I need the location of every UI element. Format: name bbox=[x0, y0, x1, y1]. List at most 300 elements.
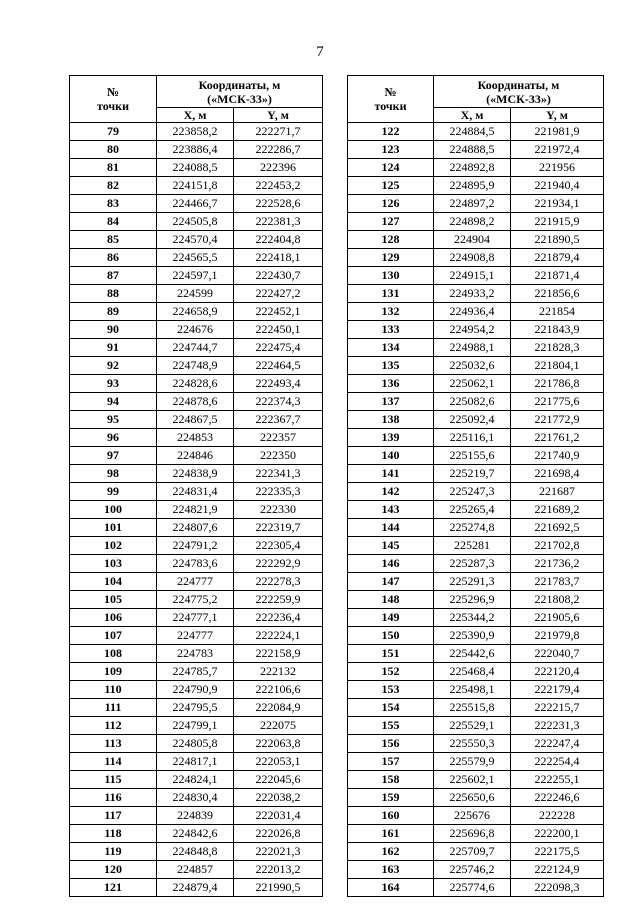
table-row bbox=[70, 375, 323, 393]
x-coordinate-cell: 224828,6 bbox=[157, 375, 234, 393]
y-coordinate-cell: 221934,1 bbox=[511, 195, 604, 213]
point-number-cell: 154 bbox=[348, 699, 434, 717]
table-row bbox=[70, 753, 323, 771]
table-row bbox=[70, 501, 323, 519]
x-coordinate-cell: 225602,1 bbox=[434, 771, 511, 789]
table-row bbox=[348, 537, 604, 555]
x-coordinate-cell: 224915,1 bbox=[434, 267, 511, 285]
point-number-cell: 123 bbox=[348, 141, 434, 159]
table-row bbox=[70, 717, 323, 735]
point-number-cell: 147 bbox=[348, 573, 434, 591]
x-coordinate-cell: 224791,2 bbox=[157, 537, 234, 555]
y-coordinate-cell: 222341,3 bbox=[234, 465, 323, 483]
y-coordinate-cell: 221854 bbox=[511, 303, 604, 321]
y-coordinate-cell: 221783,7 bbox=[511, 573, 604, 591]
y-coordinate-cell: 221698,4 bbox=[511, 465, 604, 483]
table-row bbox=[348, 591, 604, 609]
x-coordinate-cell: 224783 bbox=[157, 645, 234, 663]
x-coordinate-cell: 224777 bbox=[157, 573, 234, 591]
x-coordinate-cell: 225296,9 bbox=[434, 591, 511, 609]
point-number-cell: 155 bbox=[348, 717, 434, 735]
x-coordinate-cell: 225774,6 bbox=[434, 879, 511, 897]
point-number-cell: 97 bbox=[70, 447, 157, 465]
x-coordinate-cell: 224848,8 bbox=[157, 843, 234, 861]
point-number-cell: 142 bbox=[348, 483, 434, 501]
x-coordinate-cell: 224088,5 bbox=[157, 159, 234, 177]
y-coordinate-cell: 222255,1 bbox=[511, 771, 604, 789]
table-row bbox=[348, 429, 604, 447]
table-row bbox=[348, 789, 604, 807]
x-coordinate-cell: 224857 bbox=[157, 861, 234, 879]
x-coordinate-cell: 224839 bbox=[157, 807, 234, 825]
point-number-cell: 121 bbox=[70, 879, 157, 897]
y-coordinate-cell: 222021,3 bbox=[234, 843, 323, 861]
y-coordinate-cell: 222404,8 bbox=[234, 231, 323, 249]
y-coordinate-cell: 222452,1 bbox=[234, 303, 323, 321]
y-coordinate-cell: 222254,4 bbox=[511, 753, 604, 771]
point-number-cell: 117 bbox=[70, 807, 157, 825]
table-row bbox=[70, 303, 323, 321]
y-coordinate-cell: 221775,6 bbox=[511, 393, 604, 411]
point-number-cell: 131 bbox=[348, 285, 434, 303]
x-coordinate-cell: 225696,8 bbox=[434, 825, 511, 843]
table-row bbox=[348, 825, 604, 843]
table-row bbox=[70, 681, 323, 699]
y-coordinate-cell: 222319,7 bbox=[234, 519, 323, 537]
x-coordinate-cell: 224777,1 bbox=[157, 609, 234, 627]
y-coordinate-cell: 222493,4 bbox=[234, 375, 323, 393]
x-coordinate-cell: 224505,8 bbox=[157, 213, 234, 231]
y-coordinate-cell: 222381,3 bbox=[234, 213, 323, 231]
x-coordinate-cell: 224853 bbox=[157, 429, 234, 447]
x-coordinate-cell: 224904 bbox=[434, 231, 511, 249]
point-number-cell: 79 bbox=[70, 123, 157, 141]
table-row bbox=[70, 861, 323, 879]
table-row bbox=[348, 249, 604, 267]
table-row bbox=[70, 645, 323, 663]
y-coordinate-cell: 222305,4 bbox=[234, 537, 323, 555]
point-number-cell: 107 bbox=[70, 627, 157, 645]
x-coordinate-cell: 224830,4 bbox=[157, 789, 234, 807]
table-row bbox=[348, 141, 604, 159]
point-number-cell: 157 bbox=[348, 753, 434, 771]
point-number-cell: 120 bbox=[70, 861, 157, 879]
point-number-cell: 113 bbox=[70, 735, 157, 753]
table-row bbox=[348, 717, 604, 735]
y-coordinate-cell: 221772,9 bbox=[511, 411, 604, 429]
table-row bbox=[70, 663, 323, 681]
x-coordinate-cell: 225281 bbox=[434, 537, 511, 555]
coordinates-header: Координаты, м («МСК-33») bbox=[434, 76, 604, 108]
point-number-cell: 85 bbox=[70, 231, 157, 249]
table-row bbox=[70, 879, 323, 897]
table-row bbox=[70, 807, 323, 825]
table-row bbox=[70, 789, 323, 807]
table-row bbox=[348, 879, 604, 897]
y-coordinate-cell: 222357 bbox=[234, 429, 323, 447]
y-coordinate-cell: 222038,2 bbox=[234, 789, 323, 807]
point-number-cell: 162 bbox=[348, 843, 434, 861]
y-coordinate-cell: 221828,3 bbox=[511, 339, 604, 357]
y-coordinate-cell: 221940,4 bbox=[511, 177, 604, 195]
table-row bbox=[348, 843, 604, 861]
table-row bbox=[348, 177, 604, 195]
y-coordinate-cell: 222084,9 bbox=[234, 699, 323, 717]
y-coordinate-cell: 222271,7 bbox=[234, 123, 323, 141]
point-number-cell: 158 bbox=[348, 771, 434, 789]
x-coordinate-cell: 224658,9 bbox=[157, 303, 234, 321]
point-number-cell: 102 bbox=[70, 537, 157, 555]
table-row bbox=[348, 501, 604, 519]
point-number-cell: 104 bbox=[70, 573, 157, 591]
table-row bbox=[348, 573, 604, 591]
table-row bbox=[348, 519, 604, 537]
point-number-cell: 127 bbox=[348, 213, 434, 231]
y-coordinate-cell: 221981,9 bbox=[511, 123, 604, 141]
table-row bbox=[348, 285, 604, 303]
y-coordinate-cell: 222053,1 bbox=[234, 753, 323, 771]
y-coordinate-cell: 222031,4 bbox=[234, 807, 323, 825]
x-coordinate-cell: 224790,9 bbox=[157, 681, 234, 699]
table-row bbox=[348, 609, 604, 627]
table-row bbox=[70, 735, 323, 753]
point-number-cell: 143 bbox=[348, 501, 434, 519]
table-row bbox=[348, 267, 604, 285]
point-number-header: № точки bbox=[348, 76, 434, 123]
point-number-cell: 122 bbox=[348, 123, 434, 141]
x-header: X, м bbox=[434, 108, 511, 123]
y-coordinate-cell: 222259,9 bbox=[234, 591, 323, 609]
x-coordinate-cell: 224817,1 bbox=[157, 753, 234, 771]
x-coordinate-cell: 225062,1 bbox=[434, 375, 511, 393]
x-coordinate-cell: 225082,6 bbox=[434, 393, 511, 411]
point-number-cell: 83 bbox=[70, 195, 157, 213]
table-row bbox=[70, 357, 323, 375]
y-coordinate-cell: 222396 bbox=[234, 159, 323, 177]
header-row bbox=[70, 76, 323, 108]
y-coordinate-cell: 222464,5 bbox=[234, 357, 323, 375]
y-coordinate-cell: 222453,2 bbox=[234, 177, 323, 195]
point-number-cell: 128 bbox=[348, 231, 434, 249]
point-number-cell: 118 bbox=[70, 825, 157, 843]
x-coordinate-cell: 225291,3 bbox=[434, 573, 511, 591]
y-coordinate-cell: 222013,2 bbox=[234, 861, 323, 879]
point-number-cell: 153 bbox=[348, 681, 434, 699]
table-row bbox=[348, 159, 604, 177]
y-coordinate-cell: 222200,1 bbox=[511, 825, 604, 843]
table-row bbox=[70, 195, 323, 213]
y-coordinate-cell: 222247,4 bbox=[511, 735, 604, 753]
table-row bbox=[348, 123, 604, 141]
point-number-cell: 116 bbox=[70, 789, 157, 807]
point-number-cell: 138 bbox=[348, 411, 434, 429]
y-coordinate-cell: 221972,4 bbox=[511, 141, 604, 159]
x-coordinate-cell: 224842,6 bbox=[157, 825, 234, 843]
point-number-cell: 137 bbox=[348, 393, 434, 411]
y-coordinate-cell: 221905,6 bbox=[511, 609, 604, 627]
table-row bbox=[348, 231, 604, 249]
x-coordinate-cell: 224824,1 bbox=[157, 771, 234, 789]
x-coordinate-cell: 224831,4 bbox=[157, 483, 234, 501]
x-coordinate-cell: 225265,4 bbox=[434, 501, 511, 519]
table-row bbox=[348, 861, 604, 879]
x-coordinate-cell: 225442,6 bbox=[434, 645, 511, 663]
y-coordinate-cell: 222278,3 bbox=[234, 573, 323, 591]
point-number-cell: 149 bbox=[348, 609, 434, 627]
x-coordinate-cell: 225650,6 bbox=[434, 789, 511, 807]
y-coordinate-cell: 221990,5 bbox=[234, 879, 323, 897]
table-row bbox=[70, 267, 323, 285]
x-coordinate-cell: 224898,2 bbox=[434, 213, 511, 231]
point-number-cell: 98 bbox=[70, 465, 157, 483]
x-coordinate-cell: 225515,8 bbox=[434, 699, 511, 717]
x-coordinate-cell: 224775,2 bbox=[157, 591, 234, 609]
table-row bbox=[70, 627, 323, 645]
table-row bbox=[70, 321, 323, 339]
point-number-cell: 135 bbox=[348, 357, 434, 375]
y-coordinate-cell: 222528,6 bbox=[234, 195, 323, 213]
x-coordinate-cell: 224466,7 bbox=[157, 195, 234, 213]
coordinates-table-left bbox=[69, 75, 323, 897]
x-coordinate-cell: 224570,4 bbox=[157, 231, 234, 249]
point-number-cell: 146 bbox=[348, 555, 434, 573]
y-coordinate-cell: 222418,1 bbox=[234, 249, 323, 267]
y-coordinate-cell: 222045,6 bbox=[234, 771, 323, 789]
y-coordinate-cell: 221856,6 bbox=[511, 285, 604, 303]
point-number-cell: 115 bbox=[70, 771, 157, 789]
y-coordinate-cell: 221879,4 bbox=[511, 249, 604, 267]
x-coordinate-cell: 224744,7 bbox=[157, 339, 234, 357]
x-coordinate-cell: 224879,4 bbox=[157, 879, 234, 897]
point-number-cell: 163 bbox=[348, 861, 434, 879]
table-row bbox=[348, 375, 604, 393]
point-number-cell: 136 bbox=[348, 375, 434, 393]
table-row bbox=[348, 465, 604, 483]
point-number-cell: 148 bbox=[348, 591, 434, 609]
x-coordinate-cell: 224884,5 bbox=[434, 123, 511, 141]
x-header: X, м bbox=[157, 108, 234, 123]
point-number-cell: 144 bbox=[348, 519, 434, 537]
y-coordinate-cell: 222132 bbox=[234, 663, 323, 681]
point-number-cell: 114 bbox=[70, 753, 157, 771]
x-coordinate-cell: 225032,6 bbox=[434, 357, 511, 375]
y-coordinate-cell: 221702,8 bbox=[511, 537, 604, 555]
point-number-cell: 90 bbox=[70, 321, 157, 339]
table-row bbox=[348, 483, 604, 501]
x-coordinate-cell: 225287,3 bbox=[434, 555, 511, 573]
x-coordinate-cell: 224933,2 bbox=[434, 285, 511, 303]
x-coordinate-cell: 224838,9 bbox=[157, 465, 234, 483]
point-number-cell: 87 bbox=[70, 267, 157, 285]
y-coordinate-cell: 221915,9 bbox=[511, 213, 604, 231]
x-coordinate-cell: 224867,5 bbox=[157, 411, 234, 429]
y-coordinate-cell: 222098,3 bbox=[511, 879, 604, 897]
x-coordinate-cell: 224908,8 bbox=[434, 249, 511, 267]
point-number-cell: 145 bbox=[348, 537, 434, 555]
table-row bbox=[70, 249, 323, 267]
table-row bbox=[70, 123, 323, 141]
point-number-cell: 124 bbox=[348, 159, 434, 177]
x-coordinate-cell: 225219,7 bbox=[434, 465, 511, 483]
y-coordinate-cell: 222246,6 bbox=[511, 789, 604, 807]
point-number-cell: 150 bbox=[348, 627, 434, 645]
y-coordinate-cell: 222335,3 bbox=[234, 483, 323, 501]
x-coordinate-cell: 224895,9 bbox=[434, 177, 511, 195]
table-row bbox=[70, 393, 323, 411]
table-row bbox=[70, 591, 323, 609]
x-coordinate-cell: 224888,5 bbox=[434, 141, 511, 159]
point-number-cell: 140 bbox=[348, 447, 434, 465]
y-coordinate-cell: 222286,7 bbox=[234, 141, 323, 159]
table-row bbox=[348, 321, 604, 339]
point-number-cell: 106 bbox=[70, 609, 157, 627]
x-coordinate-cell: 224777 bbox=[157, 627, 234, 645]
y-coordinate-cell: 221843,9 bbox=[511, 321, 604, 339]
table-row bbox=[70, 537, 323, 555]
table-row bbox=[70, 177, 323, 195]
header-row bbox=[348, 76, 604, 108]
x-coordinate-cell: 224878,6 bbox=[157, 393, 234, 411]
point-number-cell: 99 bbox=[70, 483, 157, 501]
coordinates-table-right bbox=[347, 75, 604, 897]
point-number-cell: 101 bbox=[70, 519, 157, 537]
y-coordinate-cell: 222367,7 bbox=[234, 411, 323, 429]
y-coordinate-cell: 222040,7 bbox=[511, 645, 604, 663]
y-coordinate-cell: 222175,5 bbox=[511, 843, 604, 861]
table-row bbox=[70, 825, 323, 843]
x-coordinate-cell: 225092,4 bbox=[434, 411, 511, 429]
y-coordinate-cell: 221692,5 bbox=[511, 519, 604, 537]
table-row bbox=[70, 411, 323, 429]
point-number-cell: 103 bbox=[70, 555, 157, 573]
y-coordinate-cell: 221871,4 bbox=[511, 267, 604, 285]
y-coordinate-cell: 221804,1 bbox=[511, 357, 604, 375]
table-row bbox=[70, 519, 323, 537]
point-number-cell: 161 bbox=[348, 825, 434, 843]
table-row bbox=[70, 609, 323, 627]
y-coordinate-cell: 222350 bbox=[234, 447, 323, 465]
table-row bbox=[70, 429, 323, 447]
y-coordinate-cell: 222374,3 bbox=[234, 393, 323, 411]
x-coordinate-cell: 224821,9 bbox=[157, 501, 234, 519]
x-coordinate-cell: 224795,5 bbox=[157, 699, 234, 717]
table-row bbox=[70, 141, 323, 159]
y-coordinate-cell: 222231,3 bbox=[511, 717, 604, 735]
point-number-cell: 94 bbox=[70, 393, 157, 411]
x-coordinate-cell: 225746,2 bbox=[434, 861, 511, 879]
y-coordinate-cell: 222124,9 bbox=[511, 861, 604, 879]
y-header: Y, м bbox=[234, 108, 323, 123]
point-number-cell: 95 bbox=[70, 411, 157, 429]
y-coordinate-cell: 222106,6 bbox=[234, 681, 323, 699]
table-row bbox=[348, 213, 604, 231]
point-number-cell: 108 bbox=[70, 645, 157, 663]
x-coordinate-cell: 224151,8 bbox=[157, 177, 234, 195]
x-coordinate-cell: 225116,1 bbox=[434, 429, 511, 447]
point-number-cell: 109 bbox=[70, 663, 157, 681]
table-row bbox=[348, 357, 604, 375]
y-coordinate-cell: 222224,1 bbox=[234, 627, 323, 645]
y-coordinate-cell: 222427,2 bbox=[234, 285, 323, 303]
table-row bbox=[348, 555, 604, 573]
y-coordinate-cell: 221890,5 bbox=[511, 231, 604, 249]
point-number-cell: 86 bbox=[70, 249, 157, 267]
x-coordinate-cell: 225155,6 bbox=[434, 447, 511, 465]
table-row bbox=[348, 393, 604, 411]
point-number-cell: 129 bbox=[348, 249, 434, 267]
x-coordinate-cell: 224805,8 bbox=[157, 735, 234, 753]
y-coordinate-cell: 222236,4 bbox=[234, 609, 323, 627]
x-coordinate-cell: 223858,2 bbox=[157, 123, 234, 141]
point-number-cell: 96 bbox=[70, 429, 157, 447]
table-row bbox=[348, 735, 604, 753]
table-row bbox=[348, 771, 604, 789]
y-coordinate-cell: 221979,8 bbox=[511, 627, 604, 645]
y-coordinate-cell: 222120,4 bbox=[511, 663, 604, 681]
table-row bbox=[70, 771, 323, 789]
x-coordinate-cell: 225579,9 bbox=[434, 753, 511, 771]
point-number-cell: 110 bbox=[70, 681, 157, 699]
x-coordinate-cell: 225498,1 bbox=[434, 681, 511, 699]
x-coordinate-cell: 223886,4 bbox=[157, 141, 234, 159]
table-row bbox=[70, 483, 323, 501]
x-coordinate-cell: 225676 bbox=[434, 807, 511, 825]
x-coordinate-cell: 224799,1 bbox=[157, 717, 234, 735]
point-number-cell: 89 bbox=[70, 303, 157, 321]
point-number-cell: 160 bbox=[348, 807, 434, 825]
table-row bbox=[70, 699, 323, 717]
table-row bbox=[348, 753, 604, 771]
y-coordinate-cell: 221761,2 bbox=[511, 429, 604, 447]
x-coordinate-cell: 224988,1 bbox=[434, 339, 511, 357]
y-coordinate-cell: 221687 bbox=[511, 483, 604, 501]
table-row bbox=[348, 807, 604, 825]
table-row bbox=[348, 411, 604, 429]
table-row bbox=[70, 285, 323, 303]
x-coordinate-cell: 224846 bbox=[157, 447, 234, 465]
x-coordinate-cell: 225468,4 bbox=[434, 663, 511, 681]
point-number-cell: 134 bbox=[348, 339, 434, 357]
point-number-cell: 125 bbox=[348, 177, 434, 195]
table-row bbox=[348, 699, 604, 717]
x-coordinate-cell: 224676 bbox=[157, 321, 234, 339]
x-coordinate-cell: 224807,6 bbox=[157, 519, 234, 537]
x-coordinate-cell: 224597,1 bbox=[157, 267, 234, 285]
point-number-cell: 133 bbox=[348, 321, 434, 339]
point-number-cell: 91 bbox=[70, 339, 157, 357]
point-number-cell: 93 bbox=[70, 375, 157, 393]
table-row bbox=[70, 339, 323, 357]
x-coordinate-cell: 224748,9 bbox=[157, 357, 234, 375]
x-coordinate-cell: 225709,7 bbox=[434, 843, 511, 861]
x-coordinate-cell: 224565,5 bbox=[157, 249, 234, 267]
x-coordinate-cell: 224783,6 bbox=[157, 555, 234, 573]
table-row bbox=[348, 645, 604, 663]
y-coordinate-cell: 222063,8 bbox=[234, 735, 323, 753]
y-coordinate-cell: 222075 bbox=[234, 717, 323, 735]
point-number-cell: 81 bbox=[70, 159, 157, 177]
y-coordinate-cell: 222430,7 bbox=[234, 267, 323, 285]
y-coordinate-cell: 221786,8 bbox=[511, 375, 604, 393]
y-coordinate-cell: 221808,2 bbox=[511, 591, 604, 609]
x-coordinate-cell: 225529,1 bbox=[434, 717, 511, 735]
point-number-cell: 139 bbox=[348, 429, 434, 447]
y-coordinate-cell: 221740,9 bbox=[511, 447, 604, 465]
y-coordinate-cell: 221736,2 bbox=[511, 555, 604, 573]
y-coordinate-cell: 222450,1 bbox=[234, 321, 323, 339]
table-row bbox=[70, 213, 323, 231]
x-coordinate-cell: 225390,9 bbox=[434, 627, 511, 645]
